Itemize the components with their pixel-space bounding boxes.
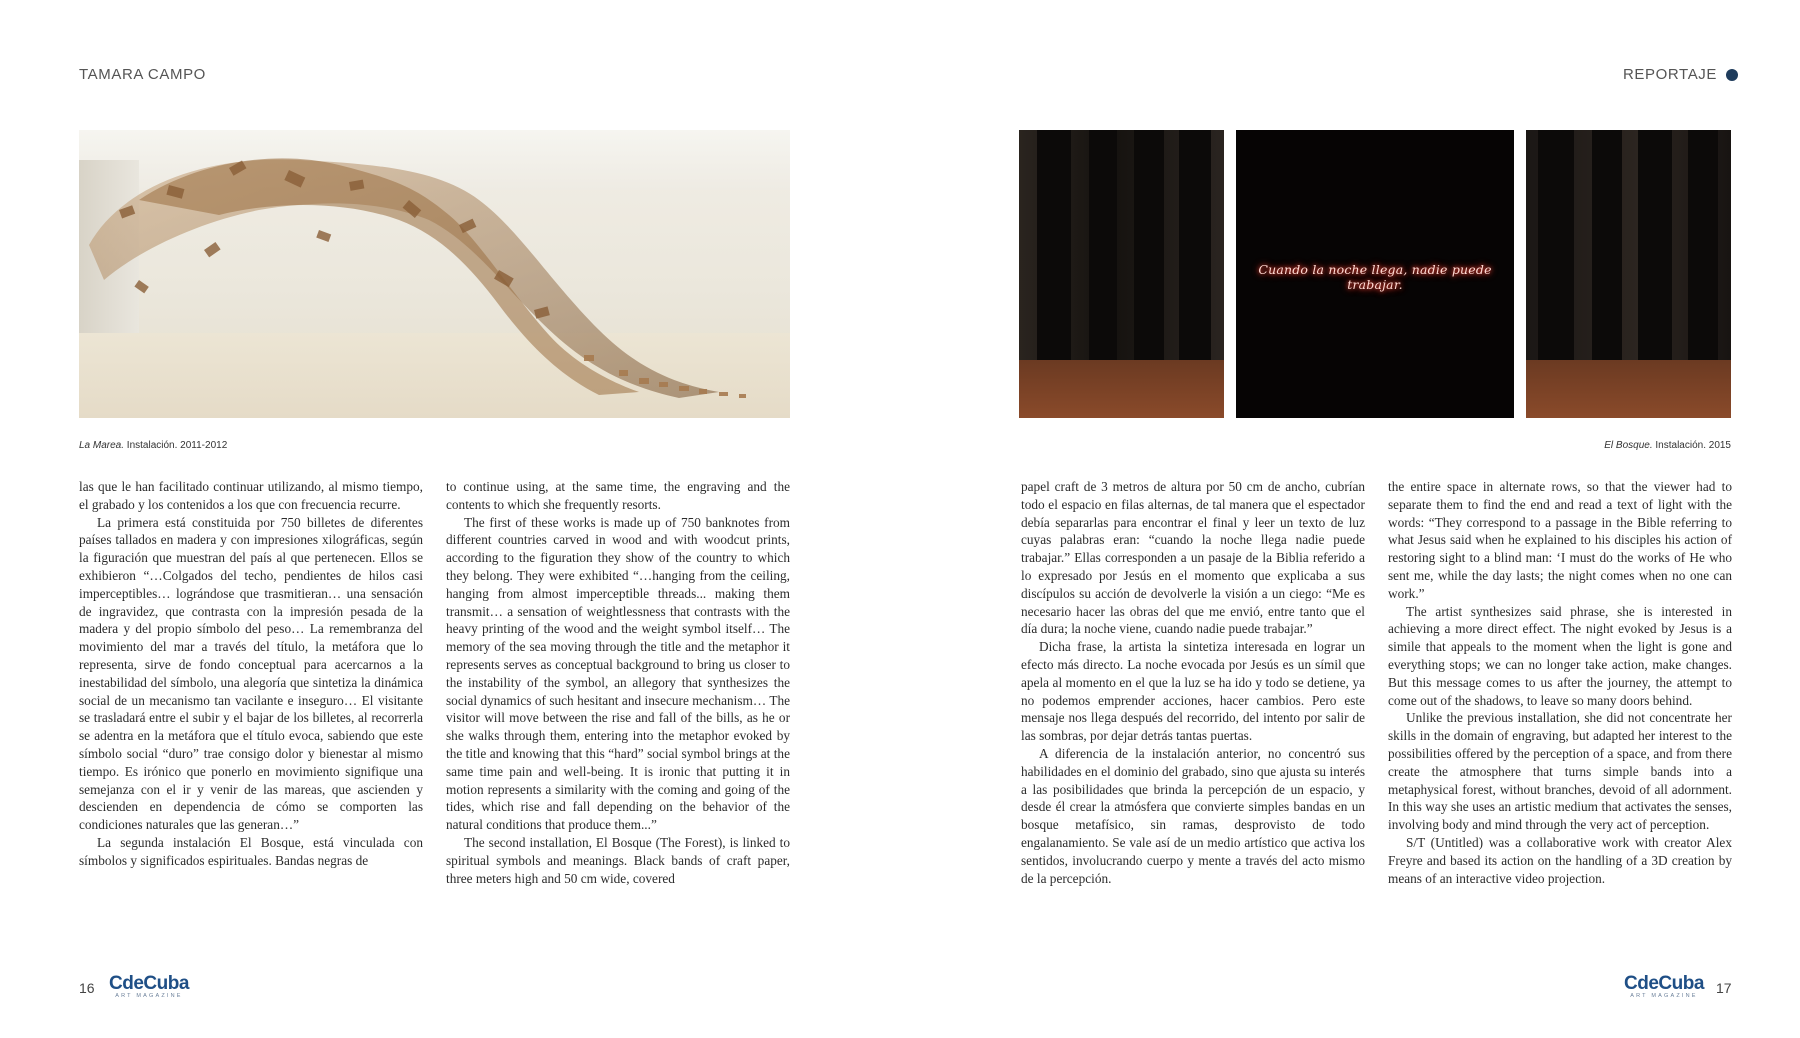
paragraph: Unlike the previous installation, she did not concentrate her skills in the domain of engraving, but adapted her interest to the possibilities offered by the perception of a space, and from there create the atmosphere that turns simple bands into a metaphysical forest, without branches, devoid of all adornment. In this way she uses an artistic medium that activates the senses, involving body and mind through the very act of perception. bbox=[1388, 710, 1732, 833]
paragraph: papel craft de 3 metros de altura por 50 cm de ancho, cubrían todo el espacio en filas alternas, de tal manera que el espectador debía separarlas para encontrar el final y leer un texto de luz cuyas palabras eran: “cuando la noche llega nadie puede trabajar.” Ellas corresponden a un pasaje de la Biblia referido a lo expresado por Jesús en el momento que explicaba a sus discípulos su acción de devolverle la visión a un ciego: “Me es necesario hacer las obras del que me envió, entre tanto que el día dura; la noche viene, cuando nadie puede trabajar.” bbox=[1021, 479, 1365, 637]
paper-band bbox=[1179, 130, 1211, 380]
paragraph: The artist synthesizes said phrase, she is interested in achieving a more direct effect. The night evoked by Jesus is a simile that appeals to the moment when the light is gone and everything stops; we can no longer take action, make changes. But this message comes to us after the journey, the attempt to come out of the shadows, to leave so many doors behind. bbox=[1388, 603, 1732, 708]
cdecuba-logo bbox=[1624, 975, 1704, 1000]
paper-band bbox=[1538, 130, 1574, 378]
paper-band bbox=[1688, 130, 1718, 374]
paragraph: Dicha frase, la artista la sintetiza interesada en lograr un efecto más directo. La noche evocada por Jesús es un símil que apela al momento en el que la luz se ha ido y todo se detiene, ya no podemos emprender acciones, hacer cambios. Pero este mensaje nos llega después del recorrido, del intento por salir de las sombras, por dejar detrás tantas puertas. bbox=[1021, 639, 1365, 744]
text-column-4 bbox=[1388, 478, 1732, 887]
logo-text: CdeCuba bbox=[109, 973, 189, 994]
photo-el-bosque-1 bbox=[1019, 130, 1224, 418]
header-section-label: REPORTAJE bbox=[1622, 66, 1717, 83]
logo-text: CdeCuba bbox=[1624, 973, 1704, 994]
paragraph: to continue using, at the same time, the engraving and the contents to which she frequently resorts. bbox=[446, 479, 790, 512]
paper-band bbox=[1089, 130, 1117, 370]
paragraph: A diferencia de la instalación anterior, no concentró sus habilidades en el dominio del grabado, sino que ajusta su interés a las posibilidades que brinda la percepción de un espacio, y desde él crear la atmósfera que convierte simples bandas en un bosque metafísico, sin ramas, desprovisto de todo engalanamiento. Se vale así de un medio artístico que activa los sentidos, involucrando cuerpo y mente a través del acto mismo de la percepción. bbox=[1021, 745, 1365, 886]
cdecuba-logo bbox=[109, 975, 189, 1000]
paper-band bbox=[1592, 130, 1622, 370]
header-section bbox=[1623, 66, 1738, 83]
caption-el-bosque bbox=[1604, 440, 1731, 451]
header-author: TAMARA CAMPO bbox=[79, 66, 206, 83]
photo-el-bosque-3 bbox=[1526, 130, 1731, 418]
paper-band bbox=[1638, 130, 1672, 380]
paper-band bbox=[1037, 130, 1071, 380]
page-number-left: 16 bbox=[79, 980, 95, 996]
caption-la-marea bbox=[79, 440, 227, 451]
logo-subtitle: ART MAGAZINE bbox=[115, 993, 183, 999]
paragraph: S/T (Untitled) was a collaborative work with creator Alex Freyre and based its action on the handling of a 3D creation by means of an interactive video projection. bbox=[1388, 834, 1732, 886]
neon-light-text: Cuando la noche llega, nadie puede trabajar. bbox=[1258, 262, 1492, 292]
photo-el-bosque-2 bbox=[1236, 130, 1514, 418]
text-column-3 bbox=[1021, 478, 1365, 887]
caption-detail: Instalación. 2015 bbox=[1652, 440, 1731, 451]
text-column-1 bbox=[79, 478, 423, 870]
paragraph: La segunda instalación El Bosque, está vinculada con símbolos y significados espirituales. Bandas negras de bbox=[79, 834, 423, 868]
photo-la-marea bbox=[79, 130, 790, 418]
logo-subtitle: ART MAGAZINE bbox=[1630, 993, 1698, 999]
tile-floor bbox=[1526, 360, 1731, 418]
paragraph: La primera está constituida por 750 billetes de diferentes países tallados en madera y con impresiones xilográficas, según la figuración que muestran del país al que pertenecen. Ellos se exhibieron “…Colgados del techo, pendientes de hilos casi imperceptibles… lográndose que trasmitieran… una sensación de ingravidez, que contrasta con la impresión pesada de la madera y del propio símbolo del peso… La remembranza del movimiento del mar a través del título, la metáfora que lo representa, sirve de fondo conceptual para acercarnos a la inestabilidad del símbolo, una alegoría que sintetiza la dinámica social de un mecanismo tan vacilante e inseguro… El visitante se trasladará entre el subir y el bajar de los billetes, al recorrerla se adentra en la metáfora que el título evoca, sabiendo que este símbolo social “duro” trae consigo dolor y bienestar al mismo tiempo. Es irónico que ponerlo en movimiento signifique una semejanza con el ir y venir de las mareas, que ascienden y descienden en dependencia de cómo se comporten las condiciones naturales que las generan…” bbox=[79, 514, 423, 833]
paper-band bbox=[1134, 130, 1164, 375]
page-number-right: 17 bbox=[1716, 980, 1732, 996]
paragraph: the entire space in alternate rows, so that the viewer had to separate them to find the end and read a text of light with the words: “They correspond to a passage in the Bible referring to what Jesus said when he explained to his disciples his action of restoring sight to a blind man: ‘I must do the works of He who sent me, while the day lasts; the night comes when no one can work.” bbox=[1388, 479, 1732, 601]
banknote-wave-illustration bbox=[79, 130, 790, 418]
caption-title: La Marea. bbox=[79, 440, 125, 451]
paragraph: The second installation, El Bosque (The Forest), is linked to spiritual symbols and meanings. Black bands of craft paper, three meters high and 50 cm wide, covered bbox=[446, 834, 790, 886]
caption-detail: Instalación. 2011-2012 bbox=[124, 440, 228, 451]
caption-title: El Bosque. bbox=[1604, 440, 1653, 451]
paragraph: The first of these works is made up of 750 banknotes from different countries carved in wood and with woodcut prints, according to the figuration they show of the country to which they belong. They were exhibited “…hanging from the ceiling, hanging from almost imperceptible threads... making them transmit… a sensation of weightlessness that contrasts with the heavy printing of the wood and the weight symbol itself… The memory of the sea moving through the title and the metaphor it represents serves as conceptual background to bring us closer to the instability of the symbol, an allegory that synthesizes the social dynamics of such hesitant and insecure mechanism… The visitor will move between the rise and fall of the bills, as he or she walks through them, entering into the metaphor evoked by the title and knowing that this “hard” social symbol brings at the same time pain and well-being. It is ironic that putting it in motion represents a similarity with the coming and going of the tides, which rise and fall depending on the behavior of the natural conditions that produce them...” bbox=[446, 514, 790, 833]
tile-floor bbox=[1019, 360, 1224, 418]
section-dot-icon bbox=[1726, 69, 1738, 81]
text-column-2 bbox=[446, 478, 790, 887]
paragraph: las que le han facilitado continuar utilizando, al mismo tiempo, el grabado y los contenidos a los que con frecuencia recurre. bbox=[79, 479, 423, 512]
